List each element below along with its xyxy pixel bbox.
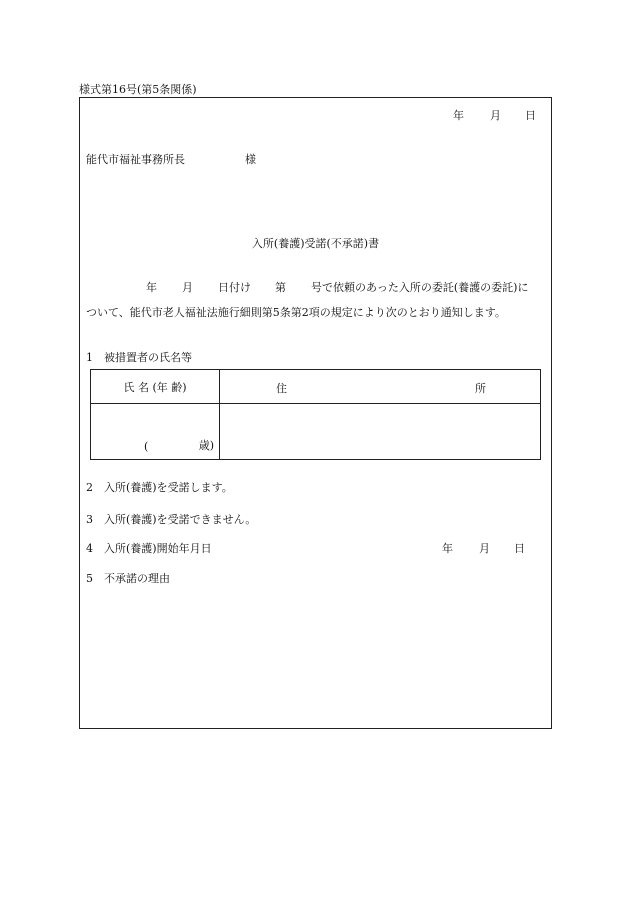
form-number: 様式第16号(第5条関係) (79, 83, 197, 96)
issue-date-day: 日 (525, 109, 536, 122)
section-4-label: 入所(養護)開始年月日 (104, 542, 212, 555)
table-header-row (91, 370, 541, 404)
section-1-number: 1 (86, 351, 93, 364)
start-date-day: 日 (514, 542, 525, 555)
addressee-name: 能代市福祉事務所長 (86, 153, 185, 166)
section-5-number: 5 (86, 572, 93, 585)
age-close: 歳) (198, 439, 214, 452)
issue-date (453, 107, 536, 123)
header-address-right: 所 (475, 382, 486, 395)
header-address-left: 住 (276, 382, 287, 395)
section-4 (86, 540, 212, 556)
section-1 (86, 349, 192, 365)
section-5 (86, 570, 170, 586)
body-line-2: ついて、能代市老人福祉法施行細則第5条第2項の規定により次のとおり通知します。 (86, 306, 506, 319)
addressee (86, 151, 256, 167)
section-3-label: 入所(養護)を受諾できません。 (104, 513, 257, 526)
form-frame (79, 97, 552, 729)
body-year: 年 (146, 281, 157, 294)
start-date-month: 月 (479, 542, 490, 555)
body-rest: 号で依頼のあった入所の委託(養護の委託)に (311, 281, 529, 294)
section-2-label: 入所(養護)を受諾します。 (104, 481, 233, 494)
addressee-honorific: 様 (245, 153, 256, 166)
section-2 (86, 479, 233, 495)
table-row (91, 404, 541, 460)
header-name-age: 氏 名 (年 齢) (91, 370, 220, 404)
body-line-1 (146, 279, 528, 295)
section-4-number: 4 (86, 542, 93, 555)
section-3 (86, 511, 256, 527)
section-3-number: 3 (86, 513, 93, 526)
address-cell[interactable] (220, 404, 541, 460)
header-address (220, 370, 541, 404)
body-month: 月 (182, 281, 193, 294)
persons-table (90, 369, 541, 460)
section-1-label: 被措置者の氏名等 (104, 351, 192, 364)
section-2-number: 2 (86, 481, 93, 494)
start-date-year: 年 (442, 542, 453, 555)
document-title: 入所(養護)受諾(不承諾)書 (251, 237, 380, 250)
section-5-label: 不承諾の理由 (104, 572, 170, 585)
age-open-paren: ( (144, 440, 149, 453)
issue-date-year: 年 (453, 109, 464, 122)
name-age-cell[interactable] (91, 404, 220, 460)
body-dai: 第 (275, 281, 286, 294)
body-dated: 日付け (218, 281, 251, 294)
start-date (442, 540, 525, 556)
issue-date-month: 月 (490, 109, 501, 122)
